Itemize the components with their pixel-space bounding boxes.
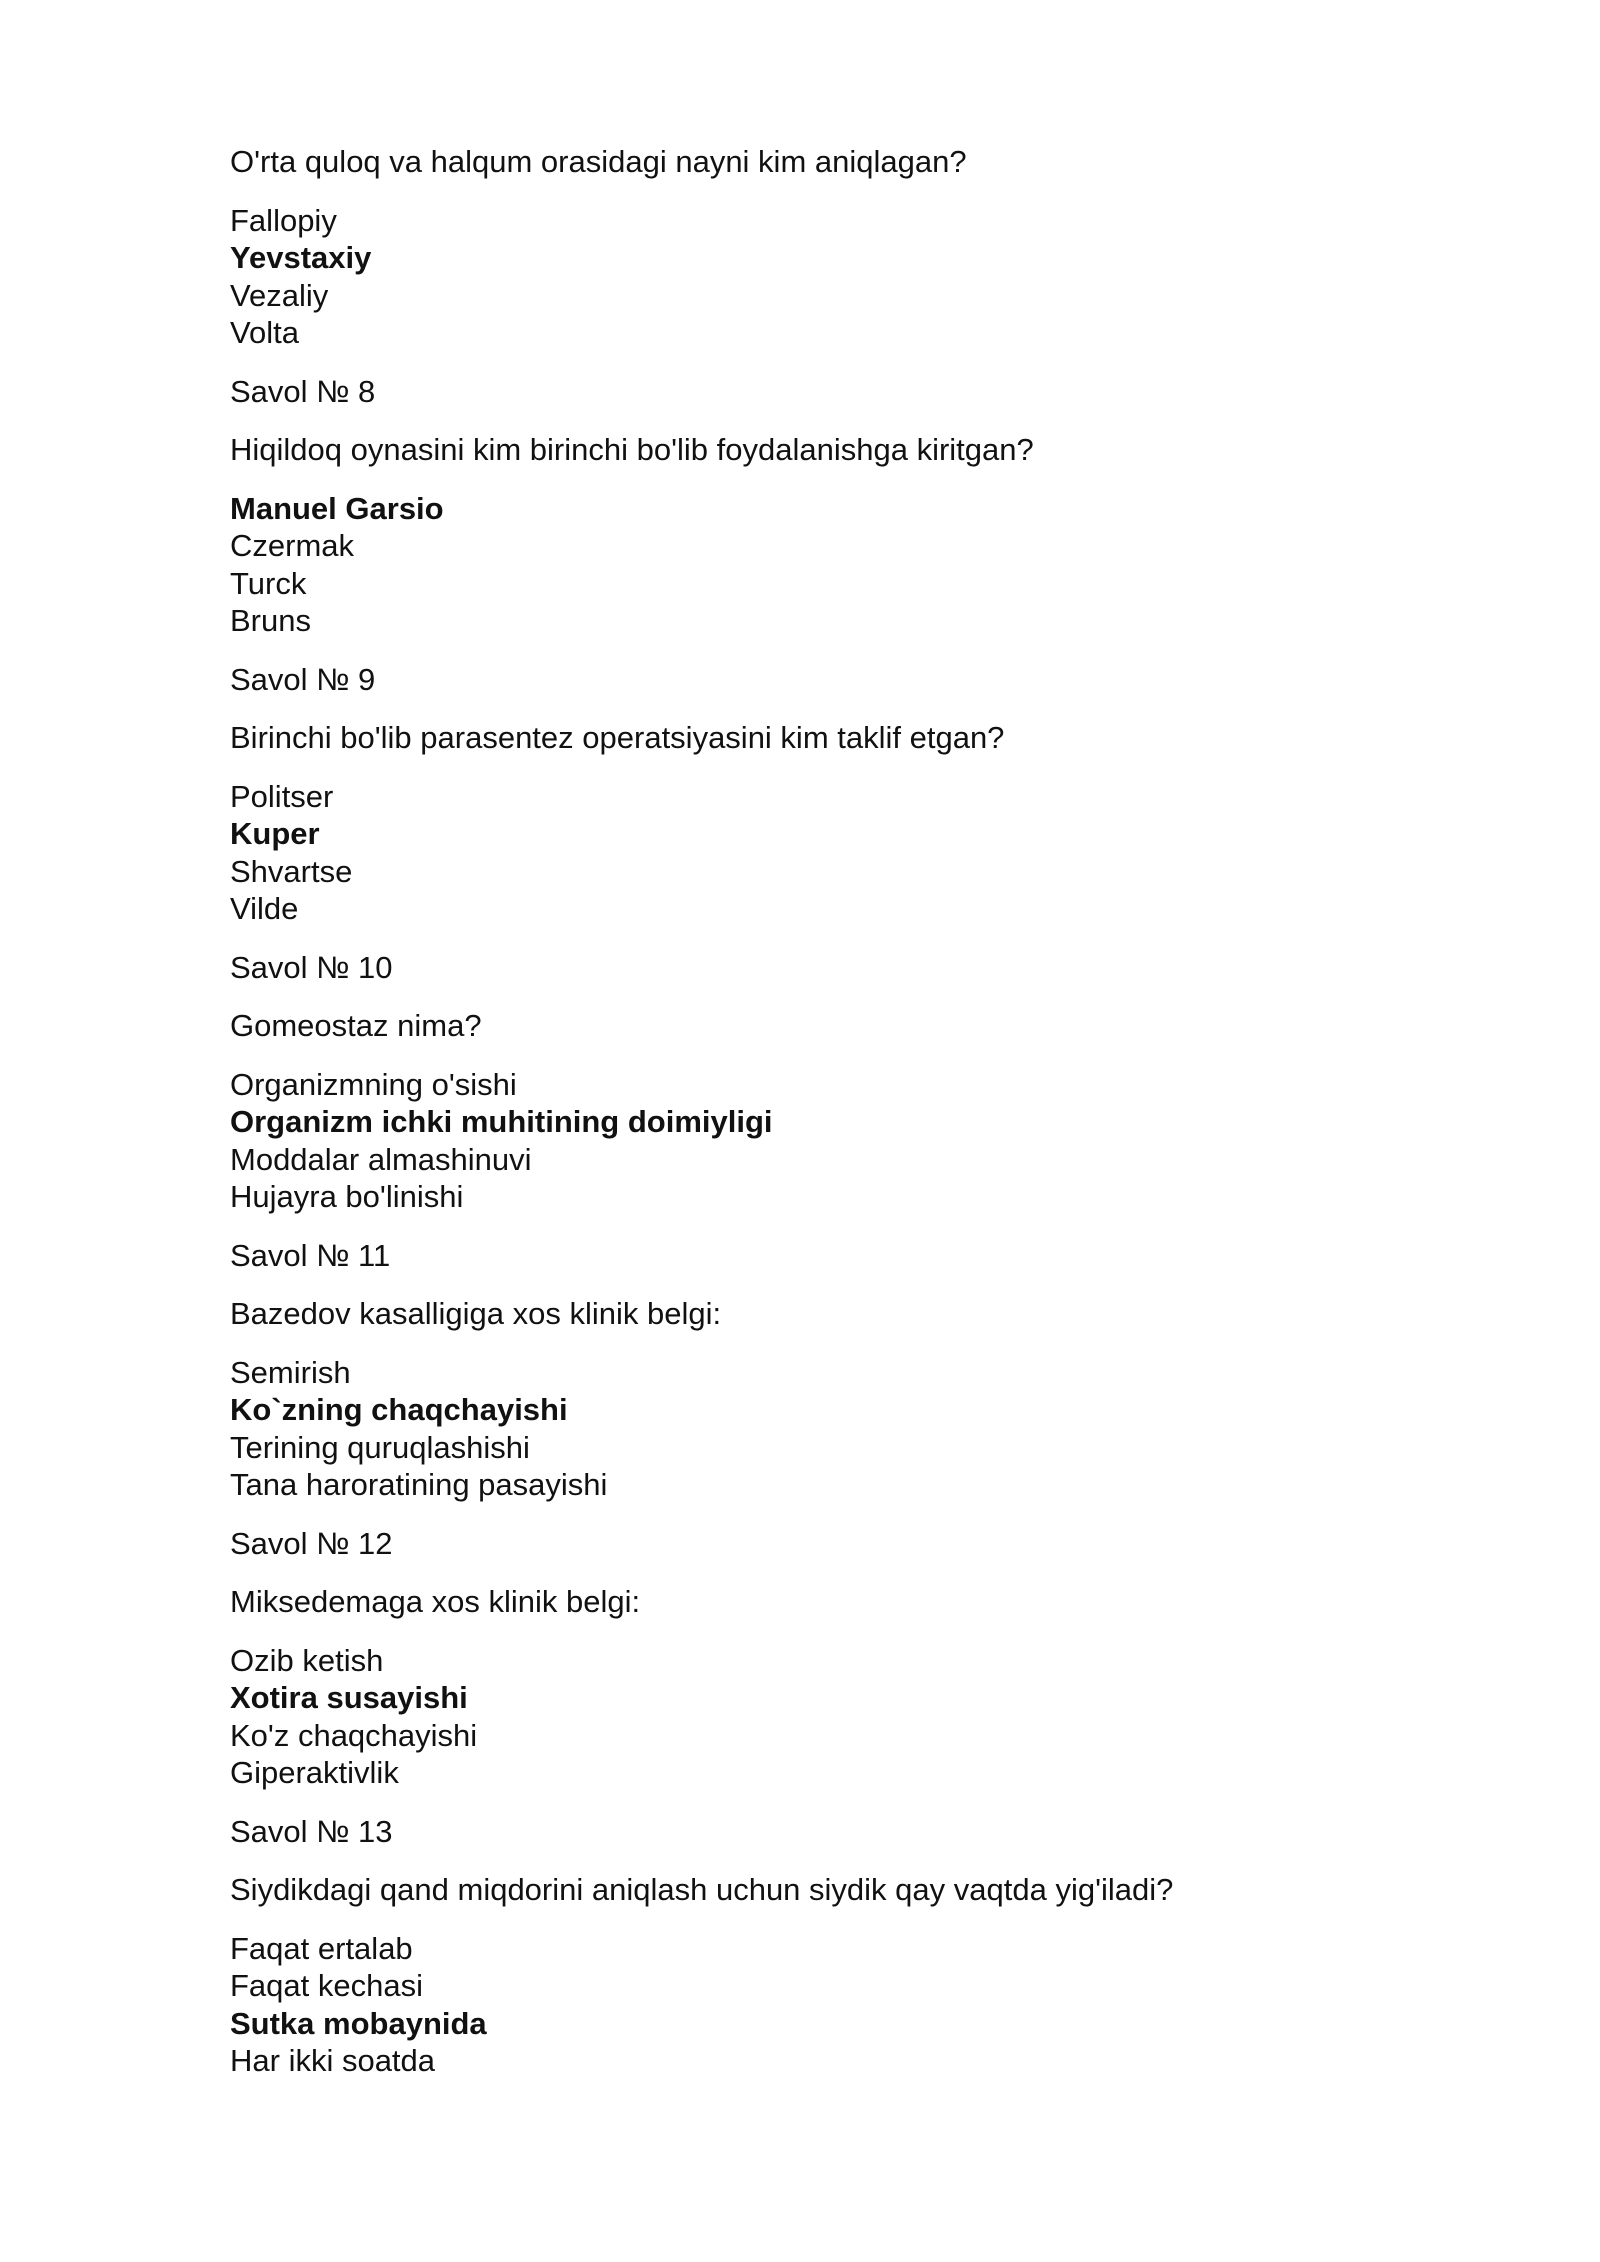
answer-option: Faqat kechasi — [230, 1968, 423, 2003]
answer-option: Czermak — [230, 528, 355, 563]
answer-option: Ozib ketish — [230, 1642, 384, 1678]
question-text: Bazedov kasalligiga xos klinik belgi: — [230, 1296, 722, 1331]
answer-option: Har ikki soatda — [230, 2043, 436, 2078]
answer-options — [230, 1642, 1430, 1792]
answer-option: Vilde — [230, 891, 299, 926]
correct-answer-option: Yevstaxiy — [230, 240, 372, 275]
answer-option: Tana haroratining pasayishi — [230, 1467, 608, 1502]
correct-answer-option: Kuper — [230, 816, 320, 851]
question-block-10 — [230, 949, 1430, 1216]
question-text: Siydikdagi qand miqdorini aniqlash uchun siydik qay vaqtda yig'iladi? — [230, 1872, 1174, 1907]
answer-options — [230, 490, 1430, 640]
answer-option: Semirish — [230, 1354, 351, 1390]
answer-option: Ko'z chaqchayishi — [230, 1717, 478, 1753]
correct-answer-option: Manuel Garsio — [230, 490, 444, 526]
answer-options — [230, 1930, 1430, 2080]
question-number: Savol № 9 — [230, 661, 376, 697]
correct-answer-option: Sutka mobaynida — [230, 2005, 487, 2041]
question-block-13 — [230, 1813, 1430, 2080]
answer-option: Giperaktivlik — [230, 1755, 399, 1790]
answer-option: Moddalar almashinuvi — [230, 1141, 532, 1177]
answer-option: Vezaliy — [230, 277, 329, 313]
question-text: Birinchi bo'lib parasentez operatsiyasini kim taklif etgan? — [230, 720, 1005, 755]
answer-option: Turck — [230, 565, 307, 601]
question-text: Gomeostaz nima? — [230, 1008, 482, 1043]
question-number: Savol № 12 — [230, 1525, 393, 1561]
question-text: O'rta quloq va halqum orasidagi nayni kim aniqlagan? — [230, 144, 967, 179]
answer-option: Organizmning o'sishi — [230, 1066, 517, 1102]
question-block-12 — [230, 1525, 1430, 1792]
answer-option: Hujayra bo'linishi — [230, 1179, 464, 1214]
question-text: Miksedemaga xos klinik belgi: — [230, 1584, 641, 1619]
answer-option: Politser — [230, 778, 334, 814]
answer-option: Terining quruqlashishi — [230, 1429, 530, 1465]
answer-option: Faqat ertalab — [230, 1930, 413, 1966]
answer-option: Shvartse — [230, 853, 353, 889]
question-block-11 — [230, 1237, 1430, 1504]
answer-option: Bruns — [230, 603, 311, 638]
question-block-8 — [230, 373, 1430, 640]
answer-option: Fallopiy — [230, 202, 337, 238]
question-number: Savol № 13 — [230, 1813, 393, 1849]
correct-answer-option: Ko`zning chaqchayishi — [230, 1392, 568, 1427]
answer-options — [230, 1354, 1430, 1504]
answer-options — [230, 1066, 1430, 1216]
answer-option: Volta — [230, 315, 299, 350]
question-number: Savol № 11 — [230, 1237, 391, 1273]
correct-answer-option: Organizm ichki muhitining doimiyligi — [230, 1104, 773, 1139]
answer-options — [230, 778, 1430, 928]
question-text: Hiqildoq oynasini kim birinchi bo'lib foydalanishga kiritgan? — [230, 432, 1034, 467]
answer-options — [230, 202, 1430, 352]
correct-answer-option: Xotira susayishi — [230, 1680, 468, 1715]
question-number: Savol № 10 — [230, 949, 393, 985]
document-page — [230, 143, 1430, 2101]
question-block-7 — [230, 143, 1430, 352]
question-block-9 — [230, 661, 1430, 928]
question-number: Savol № 8 — [230, 373, 376, 409]
